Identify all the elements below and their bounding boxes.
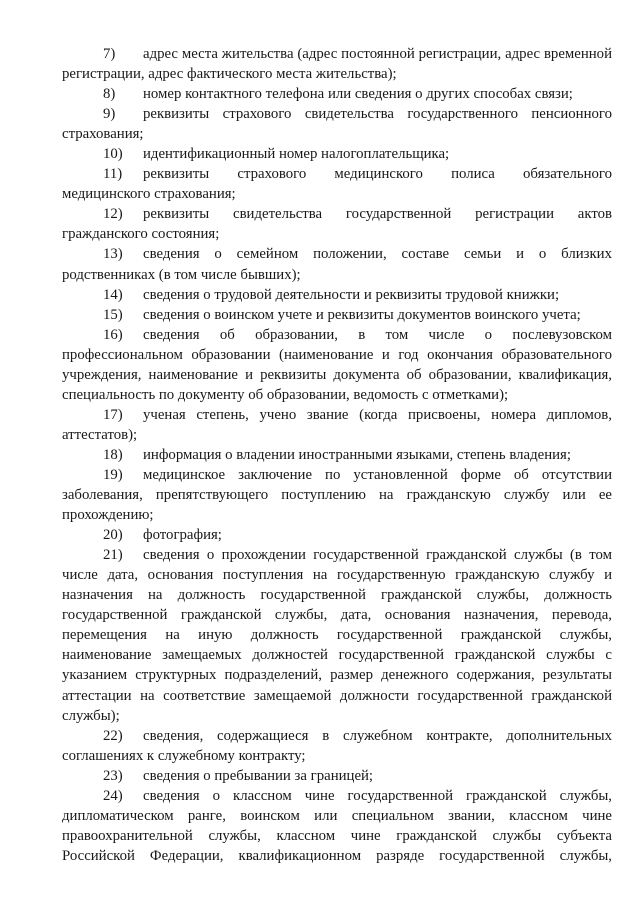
- list-item-text-line: соглашениях к служебному контракту;: [62, 747, 306, 764]
- list-item-text-line: числе дата, основания поступления на государственную гражданскую службу и: [62, 567, 612, 584]
- list-item-text-line: заболевания, препятствующего поступлению на гражданскую службу или ее: [62, 487, 612, 504]
- list-item-7: [62, 44, 612, 84]
- numbered-list: [62, 44, 612, 866]
- list-item-first-line: [62, 164, 612, 184]
- list-item-first-line: [62, 405, 612, 425]
- list-item-number: 22): [103, 727, 123, 744]
- list-item-text-line: службы);: [62, 707, 120, 724]
- list-item-number: 13): [103, 246, 123, 263]
- list-item-text-line: реквизиты страхового свидетельства государственного пенсионного: [143, 106, 612, 123]
- list-item-text-line: учреждения, наименование и реквизиты документа об образовании, квалификация,: [62, 366, 612, 383]
- list-item-first-line: [62, 525, 612, 545]
- list-item-10: [62, 144, 612, 164]
- list-item-number: 21): [103, 547, 123, 564]
- list-item-number: 24): [103, 787, 123, 804]
- list-item-21: [62, 545, 612, 725]
- list-item-text-line: аттестатов);: [62, 426, 138, 443]
- list-item-15: [62, 305, 612, 325]
- list-item-number: 10): [103, 146, 123, 163]
- list-item-text-line: дипломатическом ранге, воинском или специальном звании, классном чине: [62, 807, 612, 824]
- list-item-23: [62, 766, 612, 786]
- list-item-number: 12): [103, 206, 123, 223]
- list-item-text-line: правоохранительной службы, классном чине гражданской службы субъекта: [62, 827, 612, 844]
- list-item-text-line: сведения об образовании, в том числе о послевузовском: [143, 326, 612, 343]
- list-item-number: 17): [103, 406, 123, 423]
- list-item-text-line: сведения о прохождении государственной гражданской службы (в том: [143, 547, 612, 564]
- list-item-text-line: аттестации на соответствие замещаемой должности государственной гражданской: [62, 687, 612, 704]
- list-item-number: 11): [103, 166, 123, 183]
- list-item-number: 23): [103, 767, 123, 784]
- list-item-13: [62, 244, 612, 284]
- list-item-number: 20): [103, 527, 123, 544]
- list-item-first-line: [62, 726, 612, 746]
- list-item-first-line: [62, 545, 612, 565]
- list-item-first-line: [62, 84, 612, 104]
- list-item-text-line: регистрации, адрес фактического места жительства);: [62, 66, 397, 83]
- list-item-8: [62, 84, 612, 104]
- list-item-text-line: адрес места жительства (адрес постоянной регистрации, адрес временной: [143, 46, 612, 62]
- list-item-first-line: [62, 104, 612, 124]
- list-item-text-line: сведения о воинском учете и реквизиты документов воинского учета;: [143, 306, 581, 323]
- list-item-number: 18): [103, 446, 123, 463]
- list-item-text-line: перемещения на иную должность государственной гражданской службы,: [62, 627, 612, 644]
- list-item-19: [62, 465, 612, 525]
- list-item-first-line: [62, 766, 612, 786]
- list-item-text-line: сведения о трудовой деятельности и реквизиты трудовой книжки;: [143, 286, 560, 303]
- list-item-text-line: специальность по документу об образовании, ведомость с отметками);: [62, 386, 509, 403]
- list-item-first-line: [62, 285, 612, 305]
- list-item-14: [62, 285, 612, 305]
- list-item-first-line: [62, 305, 612, 325]
- list-item-text-line: профессиональном образовании (наименование и год окончания образовательного: [62, 346, 612, 363]
- list-item-number: 15): [103, 306, 123, 323]
- list-item-text-line: указанием структурных подразделений, размер денежного содержания, результаты: [62, 667, 612, 684]
- list-item-number: 8): [103, 86, 116, 103]
- list-item-first-line: [62, 465, 612, 485]
- list-item-text-line: сведения, содержащиеся в служебном контракте, дополнительных: [143, 727, 612, 744]
- list-item-24: [62, 786, 612, 866]
- list-item-text-line: сведения о семейном положении, составе семьи и о близких: [143, 246, 612, 263]
- list-item-text-line: сведения о классном чине государственной гражданской службы,: [143, 787, 612, 804]
- list-item-11: [62, 164, 612, 204]
- list-item-text-line: ученая степень, учено звание (когда присвоены, номера дипломов,: [143, 406, 612, 423]
- list-item-text-line: номер контактного телефона или сведения о других способах связи;: [143, 86, 573, 103]
- list-item-text-line: информация о владении иностранными языками, степень владения;: [143, 446, 571, 463]
- list-item-text-line: реквизиты страхового медицинского полиса обязательного: [143, 166, 612, 183]
- list-item-number: 16): [103, 326, 123, 343]
- list-item-text-line: родственниках (в том числе бывших);: [62, 266, 301, 283]
- list-item-first-line: [62, 144, 612, 164]
- list-item-text-line: прохождению;: [62, 507, 154, 524]
- list-item-text-line: государственной гражданской службы, дата, основания назначения, перевода,: [62, 607, 612, 624]
- list-item-number: 7): [103, 46, 116, 62]
- list-item-first-line: [62, 44, 612, 64]
- list-item-text-line: гражданского состояния;: [62, 226, 220, 243]
- list-item-9: [62, 104, 612, 144]
- list-item-text-line: фотография;: [143, 527, 222, 544]
- list-item-text-line: идентификационный номер налогоплательщика;: [143, 146, 450, 163]
- list-item-number: 19): [103, 466, 123, 483]
- list-item-text-line: страхования;: [62, 126, 144, 143]
- list-item-12: [62, 204, 612, 244]
- list-item-text-line: реквизиты свидетельства государственной регистрации актов: [143, 206, 612, 223]
- list-item-number: 14): [103, 286, 123, 303]
- list-item-first-line: [62, 786, 612, 806]
- list-item-16: [62, 325, 612, 405]
- list-item-text-line: наименование замещаемых должностей государственной гражданской службы с: [62, 647, 612, 664]
- list-item-first-line: [62, 244, 612, 264]
- list-item-17: [62, 405, 612, 445]
- list-item-20: [62, 525, 612, 545]
- list-item-22: [62, 726, 612, 766]
- list-item-first-line: [62, 204, 612, 224]
- list-item-first-line: [62, 325, 612, 345]
- list-item-text-line: сведения о пребывании за границей;: [143, 767, 374, 784]
- list-item-text-line: медицинское заключение по установленной форме об отсутствии: [143, 466, 612, 483]
- list-item-18: [62, 445, 612, 465]
- list-item-number: 9): [103, 106, 116, 123]
- list-item-text-line: назначения на должность государственной гражданской службы, должность: [62, 587, 612, 604]
- list-item-text-line: медицинского страхования;: [62, 186, 236, 203]
- list-item-first-line: [62, 445, 612, 465]
- list-item-text-line: Российской Федерации, квалификационном разряде государственной службы,: [62, 847, 612, 864]
